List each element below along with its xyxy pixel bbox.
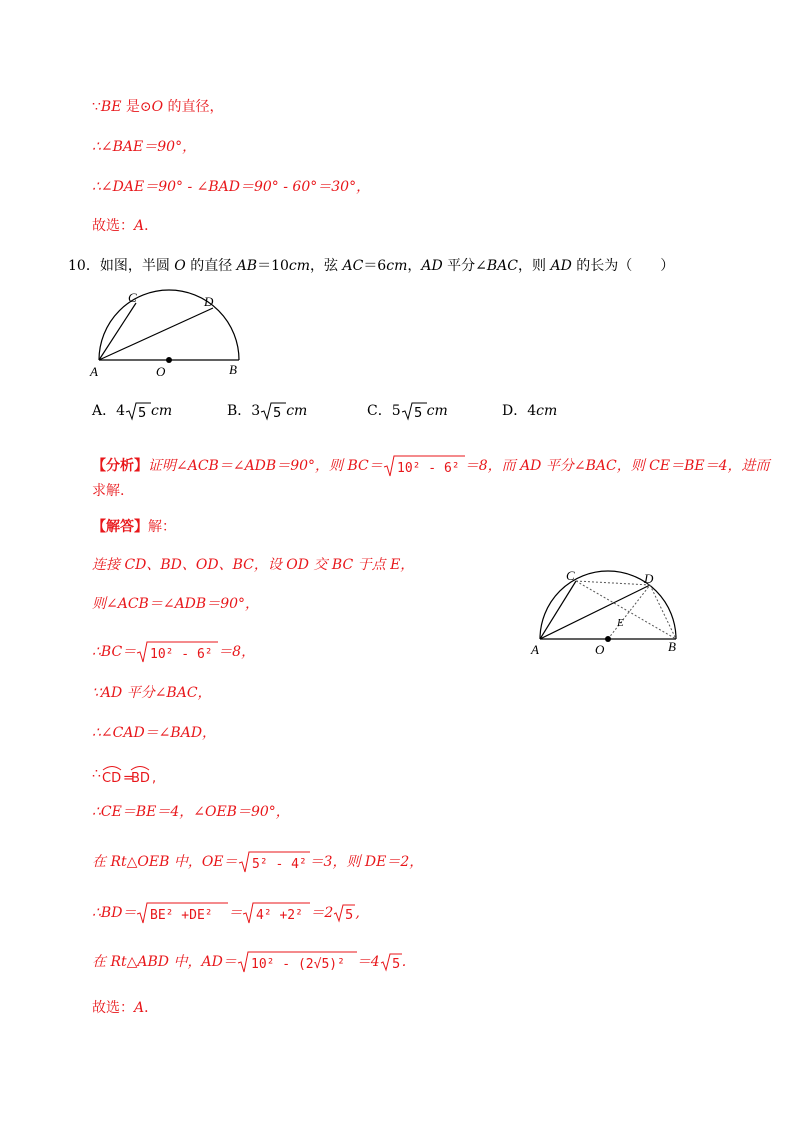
line-choose-a-2: 故选：A． (92, 1000, 159, 1016)
solution-figure (524, 565, 684, 660)
solution-step-3: ∴BC＝ 10² - 6² ＝8， (92, 640, 255, 664)
sqrt-icon (136, 901, 228, 925)
label-o: O (156, 364, 166, 379)
svg-text:5: 5 (273, 406, 282, 421)
question-10: 10．如图，半圆 O 的直径 AB＝10cm，弦 AC＝6cm，AD 平分∠BAC，则 AD 的长为（ ） (68, 258, 675, 274)
label-o: O (595, 642, 605, 657)
analysis-line-1: 【分析】证明∠ACB＝∠ADB＝90°，则 BC＝ 10² - 6² ＝8，而 AD 平分∠BAC，则 CE＝BE＝4，进而 (92, 454, 770, 478)
line-angle-bae: ∴∠BAE＝90°， (92, 139, 197, 155)
label-a: A (531, 642, 539, 657)
sqrt-icon (401, 401, 427, 421)
label-d: D (204, 294, 214, 309)
line-diameter: ∵BE 是⊙O 的直径， (92, 99, 224, 115)
solution-step-1: 连接 CD、BD、OD、BC，设 OD 交 BC 于点 E， (92, 557, 415, 573)
sqrt-icon (238, 850, 310, 874)
arc-equality (101, 763, 161, 785)
svg-text:BD: BD (130, 771, 150, 785)
label-b: B (229, 362, 237, 377)
option-d[interactable]: D．4cm (502, 403, 558, 419)
svg-text:BE² +DE²: BE² +DE² (150, 908, 214, 923)
svg-text:,: , (151, 771, 157, 785)
solution-step-7: ∴CE＝BE＝4，∠OEB＝90°， (92, 804, 290, 820)
svg-text:5: 5 (413, 406, 422, 421)
sqrt-icon (242, 901, 310, 925)
svg-text:10² - 6²: 10² - 6² (396, 461, 460, 476)
solution-step-6: ∴ CD = BD , (92, 763, 161, 785)
sqrt-icon (136, 640, 218, 664)
line-angle-dae: ∴∠DAE＝90° - ∠BAD＝90° - 60°＝30°， (92, 179, 371, 195)
label-b: B (668, 639, 676, 654)
sqrt-icon (380, 952, 402, 972)
sqrt-icon (237, 950, 357, 974)
solution-step-2: 则∠ACB＝∠ADB＝90°， (92, 596, 260, 612)
svg-text:4² +2²: 4² +2² (256, 908, 304, 923)
svg-text:10² - (2√5)²: 10² - (2√5)² (250, 957, 345, 972)
sqrt-icon (383, 454, 465, 478)
svg-text:5² - 4²: 5² - 4² (251, 857, 307, 872)
sqrt-icon (333, 903, 355, 923)
label-a: A (90, 364, 98, 379)
option-c[interactable]: C．5 5 cm (367, 403, 448, 421)
line-choose-a-1: 故选：A． (92, 218, 159, 234)
solution-step-8: 在 Rt△OEB 中，OE＝ 5² - 4² ＝3，则 DE＝2， (92, 850, 423, 874)
option-b[interactable]: B．3 5 cm (227, 403, 308, 421)
option-a[interactable]: A．4 5 cm (92, 403, 173, 421)
svg-text:CD: CD (101, 771, 122, 785)
svg-text:5: 5 (345, 908, 354, 923)
sqrt-icon (260, 401, 286, 421)
solution-step-4: ∵AD 平分∠BAC， (92, 685, 212, 701)
svg-text:10² - 6²: 10² - 6² (150, 647, 213, 662)
solution-step-10: 在 Rt△ABD 中，AD＝ 10² - (2√5)² ＝4 5 . (92, 950, 406, 974)
label-e: E (617, 617, 624, 629)
svg-text:5: 5 (138, 406, 147, 421)
svg-text:=: = (122, 771, 134, 785)
label-d: D (644, 571, 654, 586)
solution-step-5: ∴∠CAD＝∠BAD， (92, 725, 217, 741)
sqrt-icon (125, 401, 151, 421)
solution-header: 【解答】解： (92, 519, 176, 535)
solution-step-9: ∴BD＝ BE² +DE² ＝ 4² +2² ＝2 5 , (92, 901, 360, 925)
semicircle-figure (84, 288, 249, 380)
label-c: C (128, 290, 137, 305)
svg-text:5: 5 (391, 957, 400, 972)
analysis-line-2: 求解. (92, 483, 125, 499)
label-c: C (566, 568, 575, 583)
